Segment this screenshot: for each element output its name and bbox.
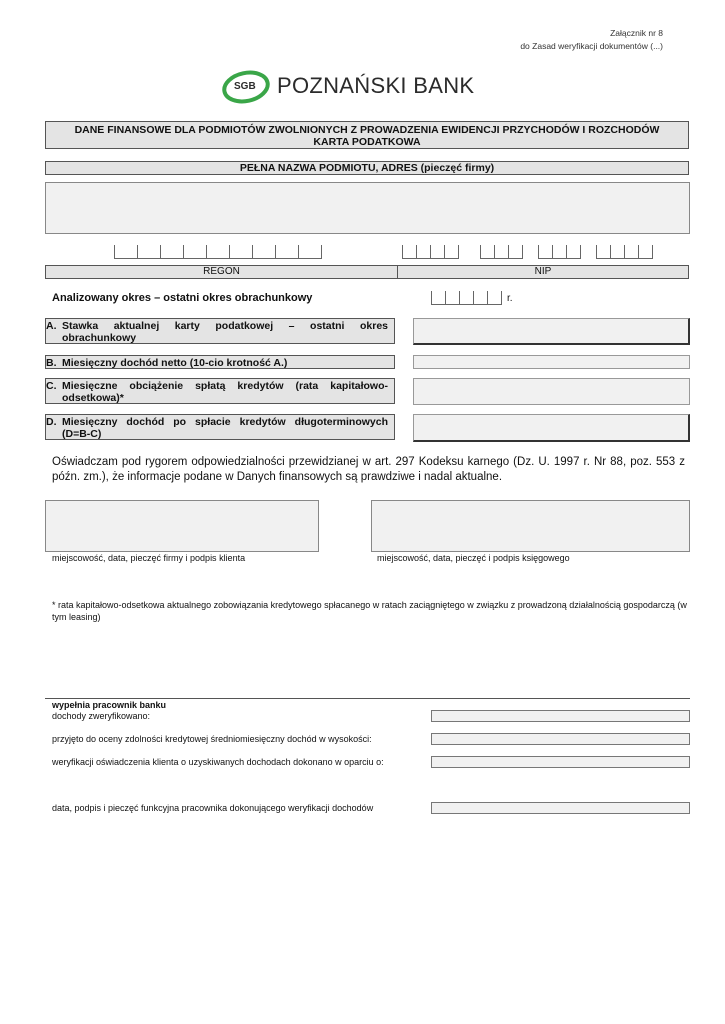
row-b-text: Miesięczny dochód netto (10-cio krotność A.) xyxy=(62,357,288,369)
row-a-letter: A. xyxy=(46,320,57,332)
accountant-signature-box[interactable] xyxy=(371,500,690,552)
declaration-text: Oświadczam pod rygorem odpowiedzialności przewidzianej w art. 297 Kodeksu karnego (Dz. U. 1997 r. Nr 88, poz. 553 z późn. zm.), że informacje podane w Danych finansowych są prawdziwe i nadal aktualne. xyxy=(52,456,685,483)
verified-label: dochody zweryfikowano: xyxy=(52,711,151,721)
annex-number: Załącznik nr 8 xyxy=(610,28,663,38)
row-c-field[interactable] xyxy=(413,378,690,405)
form-title-line2: KARTA PODATKOWA xyxy=(313,136,421,148)
nip-label: NIP xyxy=(534,266,552,277)
row-d-letter: D. xyxy=(46,416,57,428)
period-year-digits[interactable] xyxy=(431,291,502,305)
client-signature-box[interactable] xyxy=(45,500,319,552)
verified-field[interactable] xyxy=(431,710,690,722)
row-b-letter: B. xyxy=(46,357,57,369)
bank-logo xyxy=(222,70,502,104)
row-c-label xyxy=(45,378,395,404)
form-title-line1: DANE FINANSOWE DLA PODMIOTÓW ZWOLNIONYCH Z PROWADZENIA EWIDENCJI PRZYCHODÓW I ROZCHODÓW xyxy=(74,124,660,136)
accepted-income-label: przyjęto do oceny zdolności kredytowej średniomiesięczny dochód w wysokości: xyxy=(52,734,372,744)
year-suffix: r. xyxy=(507,293,513,304)
entity-header: PEŁNA NAZWA PODMIOTU, ADRES (pieczęć firmy) xyxy=(45,161,689,175)
row-a-label xyxy=(45,318,395,344)
client-signature-caption: miejscowość, data, pieczęć firmy i podpis klienta xyxy=(52,553,246,563)
row-d-text: Miesięczny dochód po spłacie kredytów długoterminowych (D=B-C) xyxy=(62,416,388,440)
employee-signature-label: data, podpis i pieczęć funkcyjna pracownika dokonującego weryfikacji dochodów xyxy=(52,803,374,813)
period-label: Analizowany okres – ostatni okres obrachunkowy xyxy=(52,292,313,304)
row-c-text: Miesięczne obciążenie spłatą kredytów (rata kapitałowo-odsetkowa)* xyxy=(62,380,388,404)
row-a-field[interactable] xyxy=(413,318,690,345)
row-a-text: Stawka aktualnej karty podatkowej – ostatni okres obrachunkowy xyxy=(62,320,388,344)
nip-group-2[interactable] xyxy=(480,245,523,259)
accountant-signature-caption: miejscowość, data, pieczęć i podpis księgowego xyxy=(377,553,570,563)
form-title xyxy=(45,121,689,149)
bank-section-header: wypełnia pracownik banku xyxy=(52,700,167,710)
accepted-income-field[interactable] xyxy=(431,733,690,745)
row-b-label xyxy=(45,355,395,369)
row-d-label xyxy=(45,414,395,440)
verification-basis-label: weryfikacji oświadczenia klienta o uzyskiwanych dochodach dokonano w oparciu o: xyxy=(52,757,384,767)
entity-name-field[interactable] xyxy=(45,182,690,234)
bank-section-divider xyxy=(45,698,690,699)
nip-group-4[interactable] xyxy=(596,245,653,259)
row-b-field[interactable] xyxy=(413,355,690,369)
regon-digits[interactable] xyxy=(114,245,322,259)
regon-label: REGON xyxy=(46,266,398,278)
nip-group-3[interactable] xyxy=(538,245,581,259)
nip-group-1[interactable] xyxy=(402,245,459,259)
employee-signature-field[interactable] xyxy=(431,802,690,814)
verification-basis-field[interactable] xyxy=(431,756,690,768)
logo-name: POZNAŃSKI BANK xyxy=(277,73,475,98)
logo-badge: SGB xyxy=(234,81,256,92)
regon-nip-labels xyxy=(45,265,689,279)
row-d-field[interactable] xyxy=(413,414,690,442)
footnote: * rata kapitałowo-odsetkowa aktualnego zobowiązania kredytowego spłacanego w ratach zaciągniętego w związku z prowadzoną działalnością gospodarczą (w tym leasing) xyxy=(52,600,687,622)
row-c-letter: C. xyxy=(46,380,57,392)
annex-reference: do Zasad weryfikacji dokumentów (...) xyxy=(520,41,663,51)
